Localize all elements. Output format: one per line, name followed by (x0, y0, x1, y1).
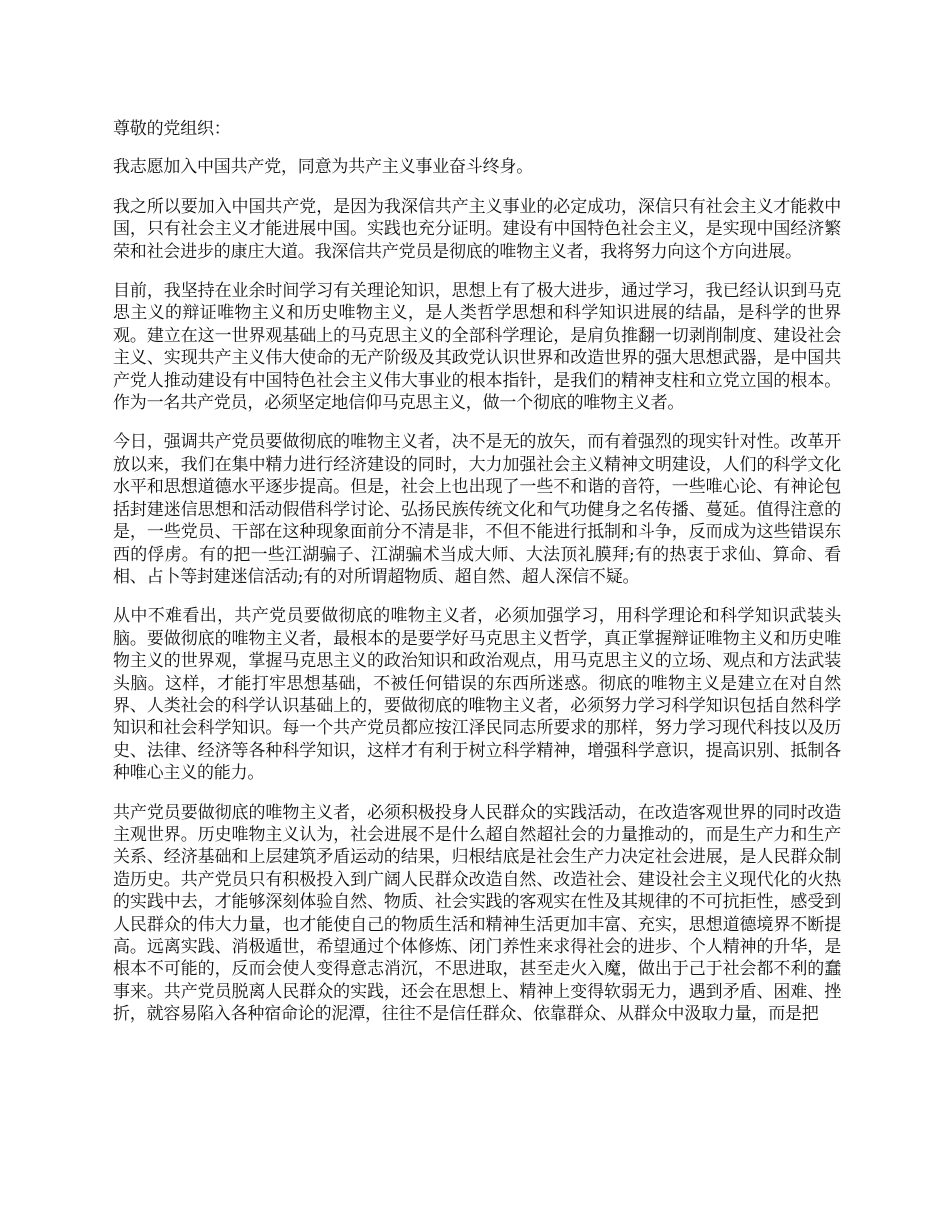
paragraph-application: 我志愿加入中国共产党，同意为共产主义事业奋斗终身。 (113, 157, 533, 178)
salutation: 尊敬的党组织： (113, 119, 231, 139)
paragraph-current-issues: 今日，强调共产党员要做彻底的唯物主义者，决不是无的放矢，而有着强烈的现实针对性。改革开放以来，我们在集中精力进行经济建设的同时，大力加强社会主义精神文明建设，人们的科学文化水平和思想道德水平逐步提高。但是，社会上也出现了一些不和谐的音符，一些唯心论、有神论包括封建迷信思想和活动假借科学讨论、弘扬民族传统文化和气功健身之名传播、蔓延。值得注意的是，一些党员、干部在这种现象面前分不清是非，不但不能进行抵制和斗争，反而成为这些错误东西的俘虏。有的把一些江湖骗子、江湖骗术当成大师、大法顶礼膜拜;有的热衷于求仙、算命、看相、占卜等封建迷信活动;有的对所谓超物质、超自然、超人深信不疑。 (113, 432, 841, 587)
document-page (113, 118, 841, 1043)
paragraph-learning: 从中不难看出，共产党员要做彻底的唯物主义者，必须加强学习，用科学理论和科学知识武装头脑。要做彻底的唯物主义者，最根本的是要学好马克思主义哲学，真正掌握辩证唯物主义和历史唯物主义的世界观，掌握马克思主义的政治知识和政治观点，用马克思主义的立场、观点和方法武装头脑。这样，才能打牢思想基础，不被任何错误的东西所迷惑。彻底的唯物主义是建立在对自然界、人类社会的科学认识基础上的，要做彻底的唯物主义者，必须努力学习科学知识包括自然科学知识和社会科学知识。每一个共产党员都应按江泽民同志所要求的那样，努力学习现代科技以及历史、法律、经济等各种科学知识，这样才有利于树立科学精神，增强科学意识，提高识别、抵制各种唯心主义的能力。 (113, 606, 841, 784)
paragraph-reason: 我之所以要加入中国共产党，是因为我深信共产主义事业的必定成功，深信只有社会主义才能救中国，只有社会主义才能进展中国。实践也充分证明。建设有中国特色社会主义，是实现中国经济繁荣和社会进步的康庄大道。我深信共产党员是彻底的唯物主义者，我将努力向这个方向进展。 (113, 196, 841, 262)
paragraph-practice: 共产党员要做彻底的唯物主义者，必须积极投身人民群众的实践活动，在改造客观世界的同时改造主观世界。历史唯物主义认为，社会进展不是什么超自然超社会的力量推动的，而是生产力和生产关系、经济基础和上层建筑矛盾运动的结果，归根结底是社会生产力决定社会进展，是人民群众制造历史。共产党员只有积极投入到广阔人民群众改造自然、改造社会、建设社会主义现代化的火热的实践中去，才能够深刻体验自然、物质、社会实践的客观实在性及其规律的不可抗拒性，感受到人民群众的伟大力量，也才能使自己的物质生活和精神生活更加丰富、充实，思想道德境界不断提高。远离实践、消极遁世，希望通过个体修炼、闭门养性来求得社会的进步、个人精神的升华，是根本不可能的，反而会使人变得意志消沉，不思进取，甚至走火入魔，做出于己于社会都不利的蠢事来。共产党员脱离人民群众的实践，还会在思想上、精神上变得软弱无力，遇到矛盾、困难、挫折，就容易陷入各种宿命论的泥潭，往往不是信任群众、依靠群众、从群众中汲取力量，而是把 (113, 802, 841, 1025)
paragraph-study: 目前，我坚持在业余时间学习有关理论知识，思想上有了极大进步，通过学习，我已经认识到马克思主义的辩证唯物主义和历史唯物主义，是人类哲学思想和科学知识进展的结晶，是科学的世界观。建立在这一世界观基础上的马克思主义的全部科学理论，是肩负推翻一切剥削制度、建设社会主义、实现共产主义伟大使命的无产阶级及其政党认识世界和改造世界的强大思想武器，是中国共产党人推动建设有中国特色社会主义伟大事业的根本指针，是我们的精神支柱和立党立国的根本。作为一名共产党员，必须坚定地信仰马克思主义，做一个彻底的唯物主义者。 (113, 281, 841, 414)
